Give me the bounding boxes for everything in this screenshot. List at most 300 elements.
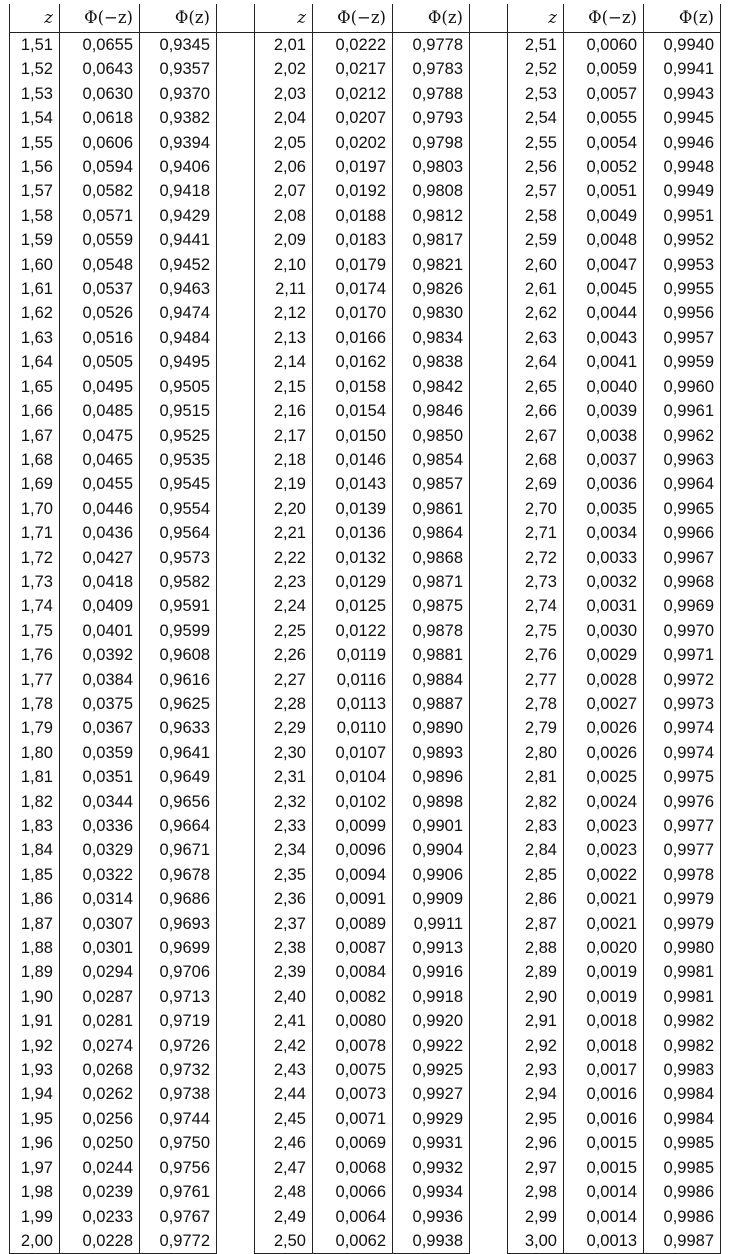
phi-cell: 0,9951 xyxy=(644,204,721,228)
z-cell: 2,32 xyxy=(255,790,313,814)
table-row xyxy=(10,375,721,399)
z-cell: 2,90 xyxy=(508,985,564,1009)
phi-cell: 0,9625 xyxy=(140,692,217,716)
phi-neg-cell: 0,0075 xyxy=(313,1058,393,1082)
z-cell: 1,94 xyxy=(10,1082,60,1106)
phi-neg-cell: 0,0021 xyxy=(564,887,644,911)
z-cell: 2,94 xyxy=(508,1082,564,1106)
z-cell: 2,22 xyxy=(255,546,313,570)
phi-cell: 0,9977 xyxy=(644,814,721,838)
phi-neg-cell: 0,0367 xyxy=(60,716,140,740)
z-cell: 1,60 xyxy=(10,253,60,277)
z-cell: 1,97 xyxy=(10,1156,60,1180)
column-gap xyxy=(470,570,508,594)
phi-neg-cell: 0,0094 xyxy=(313,863,393,887)
phi-cell: 0,9955 xyxy=(644,277,721,301)
phi-cell: 0,9664 xyxy=(140,814,217,838)
phi-cell: 0,9973 xyxy=(644,692,721,716)
z-cell: 2,12 xyxy=(255,301,313,325)
z-cell: 1,59 xyxy=(10,228,60,252)
z-cell: 2,24 xyxy=(255,594,313,618)
phi-cell: 0,9756 xyxy=(140,1156,217,1180)
phi-cell: 0,9582 xyxy=(140,570,217,594)
phi-neg-cell: 0,0031 xyxy=(564,594,644,618)
z-cell: 2,92 xyxy=(508,1034,564,1058)
phi-neg-cell: 0,0099 xyxy=(313,814,393,838)
column-gap xyxy=(470,375,508,399)
phi-cell: 0,9649 xyxy=(140,765,217,789)
column-gap xyxy=(217,1131,255,1155)
table-row xyxy=(10,57,721,81)
column-gap xyxy=(470,57,508,81)
phi-cell: 0,9803 xyxy=(393,155,470,179)
column-gap xyxy=(217,326,255,350)
phi-neg-cell: 0,0375 xyxy=(60,692,140,716)
phi-cell: 0,9983 xyxy=(644,1058,721,1082)
column-gap xyxy=(217,277,255,301)
table-row xyxy=(10,326,721,350)
z-cell: 2,82 xyxy=(508,790,564,814)
phi-neg-cell: 0,0197 xyxy=(313,155,393,179)
phi-cell: 0,9778 xyxy=(393,33,470,58)
phi-cell: 0,9761 xyxy=(140,1180,217,1204)
phi-cell: 0,9981 xyxy=(644,985,721,1009)
phi-neg-cell: 0,0043 xyxy=(564,326,644,350)
phi-neg-cell: 0,0096 xyxy=(313,838,393,862)
phi-cell: 0,9976 xyxy=(644,790,721,814)
phi-neg-cell: 0,0526 xyxy=(60,301,140,325)
column-gap xyxy=(470,692,508,716)
phi-neg-cell: 0,0032 xyxy=(564,570,644,594)
phi-neg-cell: 0,0465 xyxy=(60,448,140,472)
z-cell: 2,48 xyxy=(255,1180,313,1204)
z-cell: 2,62 xyxy=(508,301,564,325)
phi-neg-cell: 0,0262 xyxy=(60,1082,140,1106)
column-gap xyxy=(470,741,508,765)
phi-cell: 0,9515 xyxy=(140,399,217,423)
phi-neg-cell: 0,0643 xyxy=(60,57,140,81)
z-cell: 1,74 xyxy=(10,594,60,618)
column-gap xyxy=(217,985,255,1009)
column-gap xyxy=(217,472,255,496)
phi-cell: 0,9963 xyxy=(644,448,721,472)
z-cell: 2,02 xyxy=(255,57,313,81)
z-cell: 2,91 xyxy=(508,1009,564,1033)
column-gap xyxy=(470,790,508,814)
z-cell: 2,78 xyxy=(508,692,564,716)
phi-cell: 0,9964 xyxy=(644,472,721,496)
phi-cell: 0,9463 xyxy=(140,277,217,301)
phi-neg-cell: 0,0082 xyxy=(313,985,393,1009)
phi-neg-cell: 0,0384 xyxy=(60,668,140,692)
phi-cell: 0,9842 xyxy=(393,375,470,399)
z-cell: 1,78 xyxy=(10,692,60,716)
header-z-3: z xyxy=(508,4,564,33)
phi-neg-cell: 0,0446 xyxy=(60,497,140,521)
phi-cell: 0,9965 xyxy=(644,497,721,521)
column-gap xyxy=(470,277,508,301)
z-cell: 2,37 xyxy=(255,912,313,936)
phi-cell: 0,9948 xyxy=(644,155,721,179)
phi-neg-cell: 0,0091 xyxy=(313,887,393,911)
column-gap xyxy=(470,643,508,667)
z-cell: 2,38 xyxy=(255,936,313,960)
column-gap xyxy=(217,131,255,155)
phi-cell: 0,9916 xyxy=(393,960,470,984)
z-cell: 1,89 xyxy=(10,960,60,984)
table-row xyxy=(10,619,721,643)
phi-cell: 0,9798 xyxy=(393,131,470,155)
column-gap xyxy=(217,741,255,765)
phi-cell: 0,9977 xyxy=(644,838,721,862)
phi-neg-cell: 0,0018 xyxy=(564,1009,644,1033)
phi-cell: 0,9861 xyxy=(393,497,470,521)
z-cell: 2,17 xyxy=(255,424,313,448)
phi-cell: 0,9920 xyxy=(393,1009,470,1033)
phi-cell: 0,9429 xyxy=(140,204,217,228)
phi-cell: 0,9821 xyxy=(393,253,470,277)
table-row xyxy=(10,716,721,740)
column-gap xyxy=(470,399,508,423)
phi-neg-cell: 0,0233 xyxy=(60,1205,140,1229)
column-gap xyxy=(470,179,508,203)
z-cell: 1,55 xyxy=(10,131,60,155)
column-gap xyxy=(217,521,255,545)
phi-cell: 0,9345 xyxy=(140,33,217,58)
phi-neg-cell: 0,0250 xyxy=(60,1131,140,1155)
phi-cell: 0,9441 xyxy=(140,228,217,252)
header-z-1: z xyxy=(10,4,60,33)
phi-neg-cell: 0,0655 xyxy=(60,33,140,58)
phi-neg-cell: 0,0427 xyxy=(60,546,140,570)
phi-neg-cell: 0,0618 xyxy=(60,106,140,130)
z-cell: 2,64 xyxy=(508,350,564,374)
table-row xyxy=(10,863,721,887)
z-cell: 2,19 xyxy=(255,472,313,496)
z-cell: 1,81 xyxy=(10,765,60,789)
phi-neg-cell: 0,0041 xyxy=(564,350,644,374)
z-cell: 2,25 xyxy=(255,619,313,643)
phi-neg-cell: 0,0228 xyxy=(60,1229,140,1254)
table-row xyxy=(10,814,721,838)
phi-cell: 0,9960 xyxy=(644,375,721,399)
phi-neg-cell: 0,0344 xyxy=(60,790,140,814)
z-cell: 1,96 xyxy=(10,1131,60,1155)
z-cell: 2,65 xyxy=(508,375,564,399)
table-row xyxy=(10,1009,721,1033)
z-cell: 1,56 xyxy=(10,155,60,179)
phi-neg-cell: 0,0089 xyxy=(313,912,393,936)
column-gap xyxy=(217,960,255,984)
phi-cell: 0,9864 xyxy=(393,521,470,545)
phi-cell: 0,9890 xyxy=(393,716,470,740)
table-row xyxy=(10,497,721,521)
phi-neg-cell: 0,0023 xyxy=(564,838,644,862)
phi-neg-cell: 0,0146 xyxy=(313,448,393,472)
phi-cell: 0,9922 xyxy=(393,1034,470,1058)
column-gap xyxy=(217,1205,255,1229)
column-gap xyxy=(470,1205,508,1229)
phi-neg-cell: 0,0019 xyxy=(564,960,644,984)
column-gap xyxy=(217,1180,255,1204)
z-cell: 2,89 xyxy=(508,960,564,984)
z-cell: 1,66 xyxy=(10,399,60,423)
table-row xyxy=(10,692,721,716)
phi-neg-cell: 0,0179 xyxy=(313,253,393,277)
z-cell: 2,28 xyxy=(255,692,313,716)
phi-cell: 0,9982 xyxy=(644,1009,721,1033)
phi-cell: 0,9967 xyxy=(644,546,721,570)
column-gap xyxy=(217,106,255,130)
phi-neg-cell: 0,0024 xyxy=(564,790,644,814)
z-cell: 1,87 xyxy=(10,912,60,936)
phi-cell: 0,9738 xyxy=(140,1082,217,1106)
phi-cell: 0,9909 xyxy=(393,887,470,911)
z-cell: 2,99 xyxy=(508,1205,564,1229)
column-gap xyxy=(217,1034,255,1058)
phi-cell: 0,9952 xyxy=(644,228,721,252)
phi-neg-cell: 0,0078 xyxy=(313,1034,393,1058)
z-cell: 1,85 xyxy=(10,863,60,887)
z-cell: 2,72 xyxy=(508,546,564,570)
column-gap xyxy=(470,204,508,228)
phi-cell: 0,9986 xyxy=(644,1180,721,1204)
phi-neg-cell: 0,0023 xyxy=(564,814,644,838)
table-row xyxy=(10,1131,721,1155)
z-cell: 2,47 xyxy=(255,1156,313,1180)
z-cell: 2,55 xyxy=(508,131,564,155)
z-cell: 2,35 xyxy=(255,863,313,887)
z-cell: 2,67 xyxy=(508,424,564,448)
phi-cell: 0,9975 xyxy=(644,765,721,789)
phi-cell: 0,9418 xyxy=(140,179,217,203)
phi-cell: 0,9941 xyxy=(644,57,721,81)
phi-cell: 0,9732 xyxy=(140,1058,217,1082)
column-gap xyxy=(470,985,508,1009)
column-gap xyxy=(470,1131,508,1155)
column-gap xyxy=(217,1082,255,1106)
column-gap xyxy=(217,887,255,911)
phi-neg-cell: 0,0150 xyxy=(313,424,393,448)
phi-neg-cell: 0,0045 xyxy=(564,277,644,301)
z-cell: 2,73 xyxy=(508,570,564,594)
column-gap xyxy=(217,546,255,570)
z-cell: 2,85 xyxy=(508,863,564,887)
table-row xyxy=(10,179,721,203)
z-cell: 1,51 xyxy=(10,33,60,58)
phi-cell: 0,9974 xyxy=(644,741,721,765)
column-gap xyxy=(217,570,255,594)
table-row xyxy=(10,106,721,130)
column-gap xyxy=(217,838,255,862)
phi-cell: 0,9564 xyxy=(140,521,217,545)
table-row xyxy=(10,399,721,423)
z-cell: 2,06 xyxy=(255,155,313,179)
phi-neg-cell: 0,0301 xyxy=(60,936,140,960)
column-gap xyxy=(470,301,508,325)
phi-cell: 0,9934 xyxy=(393,1180,470,1204)
phi-neg-cell: 0,0018 xyxy=(564,1034,644,1058)
phi-neg-cell: 0,0036 xyxy=(564,472,644,496)
phi-cell: 0,9788 xyxy=(393,82,470,106)
column-gap xyxy=(470,716,508,740)
phi-neg-cell: 0,0054 xyxy=(564,131,644,155)
column-gap xyxy=(470,936,508,960)
phi-neg-cell: 0,0014 xyxy=(564,1180,644,1204)
phi-neg-cell: 0,0040 xyxy=(564,375,644,399)
column-gap xyxy=(470,33,508,58)
phi-cell: 0,9957 xyxy=(644,326,721,350)
phi-cell: 0,9970 xyxy=(644,619,721,643)
column-gap xyxy=(217,57,255,81)
phi-cell: 0,9985 xyxy=(644,1131,721,1155)
phi-neg-cell: 0,0026 xyxy=(564,741,644,765)
header-phi-3: Φ(z) xyxy=(644,4,721,33)
phi-neg-cell: 0,0104 xyxy=(313,765,393,789)
column-gap xyxy=(470,472,508,496)
phi-cell: 0,9505 xyxy=(140,375,217,399)
column-gap xyxy=(470,887,508,911)
phi-cell: 0,9893 xyxy=(393,741,470,765)
z-cell: 2,33 xyxy=(255,814,313,838)
phi-cell: 0,9956 xyxy=(644,301,721,325)
phi-neg-cell: 0,0039 xyxy=(564,399,644,423)
phi-cell: 0,9591 xyxy=(140,594,217,618)
z-cell: 2,88 xyxy=(508,936,564,960)
z-cell: 2,09 xyxy=(255,228,313,252)
phi-neg-cell: 0,0122 xyxy=(313,619,393,643)
phi-cell: 0,9854 xyxy=(393,448,470,472)
column-gap xyxy=(470,1082,508,1106)
phi-neg-cell: 0,0287 xyxy=(60,985,140,1009)
column-gap xyxy=(470,131,508,155)
z-cell: 2,31 xyxy=(255,765,313,789)
phi-cell: 0,9474 xyxy=(140,301,217,325)
phi-neg-cell: 0,0027 xyxy=(564,692,644,716)
phi-neg-cell: 0,0110 xyxy=(313,716,393,740)
column-gap xyxy=(217,497,255,521)
phi-neg-cell: 0,0028 xyxy=(564,668,644,692)
normal-distribution-table xyxy=(9,4,721,1254)
z-cell: 2,56 xyxy=(508,155,564,179)
column-gap xyxy=(217,448,255,472)
z-cell: 1,63 xyxy=(10,326,60,350)
phi-neg-cell: 0,0052 xyxy=(564,155,644,179)
column-gap xyxy=(217,1058,255,1082)
z-cell: 2,50 xyxy=(255,1229,313,1254)
phi-cell: 0,9979 xyxy=(644,912,721,936)
phi-cell: 0,9918 xyxy=(393,985,470,1009)
phi-cell: 0,9633 xyxy=(140,716,217,740)
z-cell: 1,67 xyxy=(10,424,60,448)
column-gap xyxy=(470,1107,508,1131)
table-row xyxy=(10,228,721,252)
z-cell: 2,80 xyxy=(508,741,564,765)
phi-cell: 0,9980 xyxy=(644,936,721,960)
z-cell: 1,65 xyxy=(10,375,60,399)
z-cell: 2,57 xyxy=(508,179,564,203)
z-cell: 2,00 xyxy=(10,1229,60,1254)
column-gap xyxy=(217,350,255,374)
phi-neg-cell: 0,0516 xyxy=(60,326,140,350)
table-row xyxy=(10,277,721,301)
phi-neg-cell: 0,0048 xyxy=(564,228,644,252)
z-cell: 2,30 xyxy=(255,741,313,765)
phi-neg-cell: 0,0594 xyxy=(60,155,140,179)
phi-neg-cell: 0,0047 xyxy=(564,253,644,277)
phi-neg-cell: 0,0087 xyxy=(313,936,393,960)
phi-cell: 0,9945 xyxy=(644,106,721,130)
table-row xyxy=(10,1058,721,1082)
table-row xyxy=(10,887,721,911)
column-gap xyxy=(470,619,508,643)
z-cell: 1,80 xyxy=(10,741,60,765)
column-gap xyxy=(217,692,255,716)
normal-distribution-table-wrap xyxy=(9,4,721,1254)
z-cell: 1,69 xyxy=(10,472,60,496)
phi-neg-cell: 0,0170 xyxy=(313,301,393,325)
z-cell: 1,76 xyxy=(10,643,60,667)
table-header-row xyxy=(10,4,721,33)
z-cell: 1,90 xyxy=(10,985,60,1009)
z-cell: 2,54 xyxy=(508,106,564,130)
table-row xyxy=(10,594,721,618)
phi-cell: 0,9693 xyxy=(140,912,217,936)
table-row xyxy=(10,253,721,277)
phi-neg-cell: 0,0217 xyxy=(313,57,393,81)
z-cell: 2,75 xyxy=(508,619,564,643)
z-cell: 2,26 xyxy=(255,643,313,667)
phi-cell: 0,9686 xyxy=(140,887,217,911)
phi-cell: 0,9984 xyxy=(644,1107,721,1131)
column-gap xyxy=(217,253,255,277)
phi-cell: 0,9946 xyxy=(644,131,721,155)
phi-neg-cell: 0,0044 xyxy=(564,301,644,325)
phi-cell: 0,9929 xyxy=(393,1107,470,1131)
z-cell: 1,77 xyxy=(10,668,60,692)
phi-neg-cell: 0,0026 xyxy=(564,716,644,740)
z-cell: 2,70 xyxy=(508,497,564,521)
phi-cell: 0,9382 xyxy=(140,106,217,130)
column-gap xyxy=(217,228,255,252)
phi-cell: 0,9906 xyxy=(393,863,470,887)
column-gap xyxy=(470,326,508,350)
phi-neg-cell: 0,0102 xyxy=(313,790,393,814)
phi-cell: 0,9971 xyxy=(644,643,721,667)
phi-neg-cell: 0,0015 xyxy=(564,1156,644,1180)
phi-cell: 0,9969 xyxy=(644,594,721,618)
phi-neg-cell: 0,0073 xyxy=(313,1082,393,1106)
phi-cell: 0,9671 xyxy=(140,838,217,862)
phi-neg-cell: 0,0084 xyxy=(313,960,393,984)
phi-neg-cell: 0,0014 xyxy=(564,1205,644,1229)
z-cell: 2,87 xyxy=(508,912,564,936)
header-z-2: z xyxy=(255,4,313,33)
phi-neg-cell: 0,0166 xyxy=(313,326,393,350)
phi-neg-cell: 0,0107 xyxy=(313,741,393,765)
phi-cell: 0,9706 xyxy=(140,960,217,984)
z-cell: 1,95 xyxy=(10,1107,60,1131)
column-gap xyxy=(217,179,255,203)
phi-neg-cell: 0,0034 xyxy=(564,521,644,545)
header-phi-neg-3: Φ(−z) xyxy=(564,4,644,33)
column-gap xyxy=(470,1229,508,1254)
column-gap xyxy=(470,1034,508,1058)
header-phi-neg-1: Φ(−z) xyxy=(60,4,140,33)
z-cell: 2,96 xyxy=(508,1131,564,1155)
table-row xyxy=(10,448,721,472)
phi-neg-cell: 0,0158 xyxy=(313,375,393,399)
